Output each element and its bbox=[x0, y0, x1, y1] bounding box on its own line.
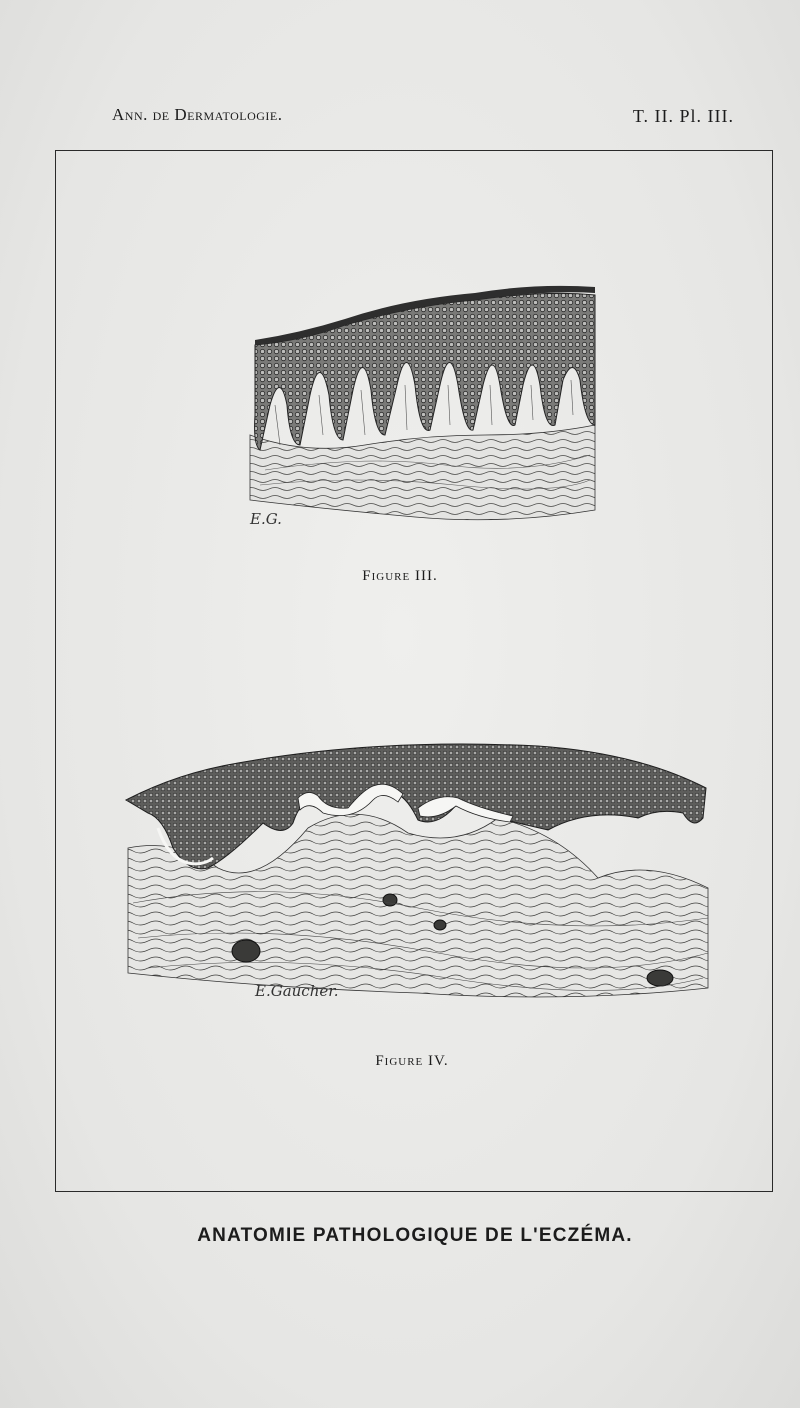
figure-4-signature: E.Gaucher. bbox=[255, 982, 339, 1000]
figure-3-signature: E.G. bbox=[250, 510, 282, 528]
journal-running-head: Ann. de Dermatologie. bbox=[112, 105, 283, 124]
plate-reference: T. II. Pl. III. bbox=[632, 106, 734, 126]
figure-4-illustration bbox=[118, 738, 718, 1008]
figure-3-caption: Figure III. bbox=[362, 568, 438, 584]
plate-title: ANATOMIE PATHOLOGIQUE DE L'ECZÉMA. bbox=[197, 1225, 633, 1246]
figure-3-illustration bbox=[245, 285, 605, 530]
figure-4-caption: Figure IV. bbox=[375, 1053, 449, 1069]
